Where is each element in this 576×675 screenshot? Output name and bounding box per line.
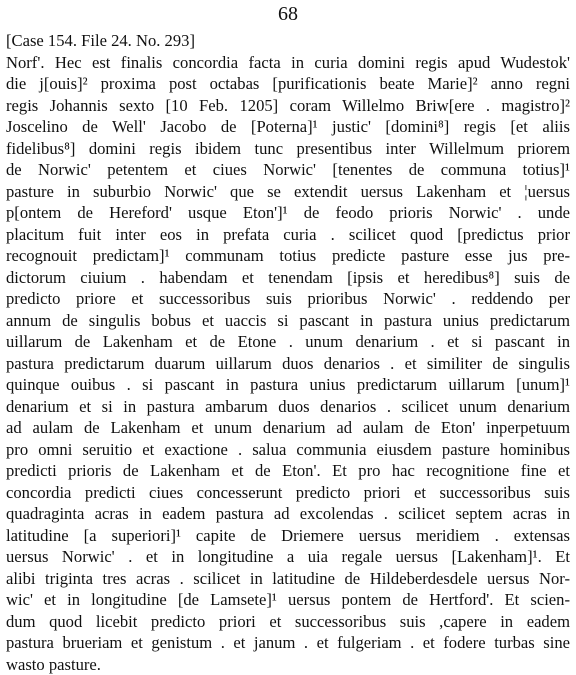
- text-line: latitudine [a superiori]¹ capite de Driemere uersus meridiem . extensas: [6, 525, 570, 547]
- text-line: recognouit predictam]¹ communam totius predicte pasture esse jus pre-: [6, 245, 570, 267]
- text-line: de Norwic' petentem et ciues Norwic' [tenentes de communa totius]¹: [6, 159, 570, 181]
- text-line: concordia predicti ciues concesserunt predicto priori et successoribus suis: [6, 482, 570, 504]
- page-number: 68: [0, 2, 576, 26]
- text-line: pastura predictarum duarum uillarum duos denarios . et similiter de singulis: [6, 353, 570, 375]
- text-line: pasture in suburbio Norwic' que se extendit uersus Lakenham et ¦uersus: [6, 181, 570, 203]
- text-line: die j[ouis]² proxima post octabas [purificationis beate Marie]² anno regni: [6, 73, 570, 95]
- text-line: regis Johannis sexto [10 Feb. 1205] coram Willelmo Briw[ere . magistro]²: [6, 95, 570, 117]
- text-line: predicto priore et successoribus suis prioribus Norwic' . reddendo per: [6, 288, 570, 310]
- text-line: wasto pasture.: [6, 654, 570, 675]
- text-line: dictorum ciuium . habendam et tenendam [ipsis et heredibus⁸] suis de: [6, 267, 570, 289]
- text-line: pro omni seruitio et exactione . salua communia eiusdem pasture hominibus: [6, 439, 570, 461]
- text-line: p[ontem de Hereford' usque Eton']¹ de feodo prioris Norwic' . unde: [6, 202, 570, 224]
- text-line: uillarum de Lakenham et de Etone . unum denarium . et si pascant in: [6, 331, 570, 353]
- text-line: wic' et in longitudine [de Lamsete]¹ uersus pontem de Hertford'. Et scien-: [6, 589, 570, 611]
- text-line: quinque ouibus . si pascant in pastura unius predictarum uillarum [unum]¹: [6, 374, 570, 396]
- case-reference: [Case 154. File 24. No. 293]: [6, 30, 570, 52]
- text-line: quadraginta acras in eadem pastura ad excolendas . scilicet septem acras in: [6, 503, 570, 525]
- text-line: Norf'. Hec est finalis concordia facta in curia domini regis apud Wudestok': [6, 52, 570, 74]
- text-line: predicti prioris de Lakenham et de Eton'. Et pro hac recognitione fine et: [6, 460, 570, 482]
- record-text: [6, 30, 570, 675]
- text-line: ad aulam de Lakenham et unum denarium ad aulam de Eton' inperpetuum: [6, 417, 570, 439]
- text-line: placitum fuit inter eos in prefata curia . scilicet quod [predictus prior: [6, 224, 570, 246]
- text-line: fidelibus⁸] domini regis ibidem tunc presentibus inter Willelmum priorem: [6, 138, 570, 160]
- text-line: Joscelino de Well' Jacobo de [Poterna]¹ justic' [domini⁸] regis [et aliis: [6, 116, 570, 138]
- text-line: denarium et si in pastura ambarum duos denarios . scilicet unum denarium: [6, 396, 570, 418]
- text-line: pastura brueriam et genistum . et janum . et fulgeriam . et fodere turbas sine: [6, 632, 570, 654]
- text-line: dum quod licebit predicto priori et successoribus suis ,capere in eadem: [6, 611, 570, 633]
- text-line: uersus Norwic' . et in longitudine a uia regale uersus [Lakenham]¹. Et: [6, 546, 570, 568]
- text-line: alibi triginta tres acras . scilicet in latitudine de Hildeberdesdele uersus Nor-: [6, 568, 570, 590]
- text-line: annum de singulis bobus et uaccis si pascant in pastura unius predictarum: [6, 310, 570, 332]
